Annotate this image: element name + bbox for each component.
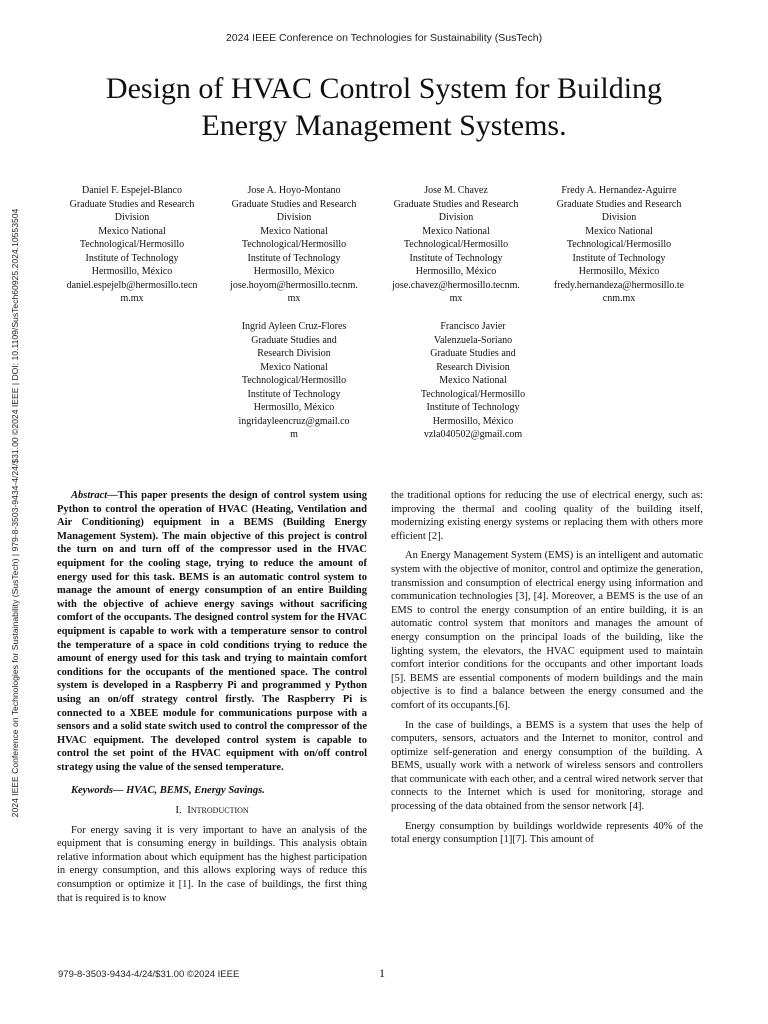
author-affiliation-line: Hermosillo, México <box>91 266 173 277</box>
section-number: I. <box>175 804 182 817</box>
author-affiliation-line: Hermosillo, México <box>253 402 335 413</box>
author-affiliation-line: Hermosillo, México <box>578 266 660 277</box>
author-affiliation-line: Mexico National <box>422 225 490 237</box>
copyright-footer: 979-8-3503-9434-4/24/$31.00 ©2024 IEEE <box>58 969 240 980</box>
author-affiliation-line: Institute of Technology <box>247 252 341 264</box>
abstract-text: —This paper presents the design of control system using Python to control the operation of HVAC (Heating, Ventilation and Air Conditioning) equipment in a BEMS (Building Energy Management System). The main objective of this project is control the turn on and turn off of the compressor used in the HVAC equipment for the cooling stage, trying to reduce the amount of energy used for this task. BEMS is an automatic control system to manage the amount of energy consumption of an entire Building with the objective of achieve energy savings without sacrificing comfort of the occupants. The designed control system for the HVAC equipment is capable to work with a temperature sensor to control the temperature of a space in cold conditions trying to reduce the amount of energy used for this task and trying to maintain comfort conditions for the occupants of the mentioned space. The control system is developed in a Raspberry Pi and programmed y Python using an on/off strategy control firstly. The Raspberry Pi is connected to a XBEE module for communications purpose with a sensors and a solid state switch used to control the compressor of the HVAC equipment. The developed control system is capable to control the set point of the HVAC equipment with on/off control strategy using the value of the sensed temperature. <box>57 490 367 773</box>
author-affiliation-line: Mexico National <box>439 375 507 386</box>
author-name: Jose A. Hoyo-Montano <box>247 185 341 196</box>
author-affiliation-line: ingridayleencruz@gmail.co <box>238 415 350 427</box>
author-affiliation-line: Mexico National <box>260 225 328 237</box>
author-affiliation-line: Institute of Technology <box>572 252 666 264</box>
author-block <box>52 184 212 306</box>
author-affiliation-line: mx <box>287 293 301 304</box>
title-line-1: Design of HVAC Control System for Building <box>105 72 663 105</box>
author-affiliation-line: Technological/Hermosillo <box>79 239 185 250</box>
intro-paragraph: For energy saving it is very important to have an analysis of the equipment that is consuming energy in buildings. This analysis obtain relative information about which equipment has the highest participation in energy consumption, and this allows exploring ways of reduce this consumption or optimize it [1]. In the case of buildings, the first thing that is required is to know <box>57 824 367 904</box>
author-affiliation-line: Research Division <box>436 361 510 373</box>
conference-header: 2024 IEEE Conference on Technologies for Sustainability (SusTech) <box>225 32 543 44</box>
author-affiliation-line: mx <box>449 293 463 304</box>
left-column <box>57 489 367 911</box>
author-affiliation-line: m <box>290 429 298 440</box>
author-affiliation-line: daniel.espejelb@hermosillo.tecn <box>66 279 198 291</box>
author-affiliation-line: vzla040502@gmail.com <box>423 429 523 440</box>
author-affiliation-line: Graduate Studies and <box>430 348 516 359</box>
body-paragraph: An Energy Management System (EMS) is an intelligent and automatic system with the objective of monitor, control and optimize the generation, transmission and consumption of electrical energy using information and communication technologies [3], [4]. Moreover, a BEMS is the use of an EMS to control the energy consumption of an entire building, it is an automatic control system that monitors and manages the amount of energy consumption on the principal loads of the building, like the lighting system, the elevators, the HVAC equipment used to maintain comfort interior conditions for the occupants and other important loads [5]. BEMS are essential components of modern buildings and the main objective is to find a balance between the energy consumed and the comfort of its occupants.[6]. <box>391 550 703 711</box>
author-block <box>214 184 374 306</box>
author-affiliation-line: jose.hoyom@hermosillo.tecnm. <box>230 279 358 291</box>
body-paragraph: Energy consumption by buildings worldwide represents 40% of the total energy consumption [1][7]. This amount of <box>391 820 703 846</box>
author-name: Fredy A. Hernandez-Aguirre <box>561 185 677 196</box>
author-affiliation-line: Mexico National <box>98 225 166 237</box>
author-affiliation-line: jose.chavez@hermosillo.tecnm. <box>392 279 520 291</box>
author-affiliation-line: Hermosillo, México <box>432 415 514 427</box>
author-block <box>393 320 553 442</box>
author-affiliation-line: Graduate Studies and Research <box>69 198 195 210</box>
author-affiliation-line: Graduate Studies and Research <box>231 198 357 210</box>
abstract <box>57 489 367 774</box>
author-name: Jose M. Chavez <box>424 185 488 196</box>
author-affiliation-line: Graduate Studies and Research <box>393 198 519 210</box>
right-column <box>391 489 703 853</box>
author-affiliation-line: Technological/Hermosillo <box>566 239 672 250</box>
author-affiliation-line: m.mx <box>120 293 144 304</box>
page-number: 1 <box>379 966 385 980</box>
author-affiliation-line: cnm.mx <box>602 293 636 304</box>
paper-title <box>60 70 708 144</box>
author-block <box>214 320 374 442</box>
author-affiliation-line: Graduate Studies and <box>251 334 337 346</box>
author-affiliation-line: Institute of Technology <box>85 252 179 264</box>
author-affiliation-line: Technological/Hermosillo <box>420 388 526 400</box>
doi-side-text: 2024 IEEE Conference on Technologies for Sustainability (SusTech) | 979-8-3503-9434-4/24/$31.00 ©2024 IEEE | DOI: 10.1109/SusTech60925.2024.10553504 <box>10 208 20 818</box>
author-affiliation-line: Division <box>601 212 637 223</box>
author-affiliation-line: Technological/Hermosillo <box>241 375 347 386</box>
author-affiliation-line: Institute of Technology <box>247 388 341 400</box>
author-affiliation-line: fredy.hernandeza@hermosillo.te <box>553 279 685 291</box>
author-name: Francisco Javier <box>440 321 506 332</box>
body-paragraph: the traditional options for reducing the use of electrical energy, such as: improving the thermal and cooling quality of the building itself, modernizing existing energy systems or replacing them with others more efficient [2]. <box>391 490 703 542</box>
author-affiliation-line: Research Division <box>257 348 331 359</box>
author-affiliation-line: Hermosillo, México <box>253 266 335 277</box>
author-affiliation-line: Mexico National <box>260 361 328 373</box>
author-affiliation-line: Institute of Technology <box>426 402 520 413</box>
author-block <box>538 184 700 306</box>
author-block <box>376 184 536 306</box>
author-affiliation-line: Mexico National <box>585 225 653 237</box>
author-name: Ingrid Ayleen Cruz-Flores <box>241 321 347 332</box>
author-affiliation-line: Graduate Studies and Research <box>556 198 682 210</box>
author-affiliation-line: Technological/Hermosillo <box>403 239 509 250</box>
author-affiliation-line: Division <box>114 212 150 223</box>
section-title: Introduction <box>187 804 249 817</box>
title-line-2: Energy Management Systems. <box>201 109 567 142</box>
section-heading <box>57 804 367 818</box>
author-affiliation-line: Valenzuela-Soriano <box>433 334 513 346</box>
author-affiliation-line: Division <box>276 212 312 223</box>
body-paragraph: In the case of buildings, a BEMS is a system that uses the help of computers, sensors, actuators and the Internet to monitor, control and optimize self-generation and energy consumption of the building. A BEMS, usually work with a network of wireless sensors and controllers that communicate with each other, and a central wired network server that connects to the Internet which is used for monitoring, storage and processing of the data obtained from the sensor network [4]. <box>391 719 703 813</box>
author-affiliation-line: Institute of Technology <box>409 252 503 264</box>
author-affiliation-line: Division <box>438 212 474 223</box>
abstract-label: Abstract <box>71 490 108 501</box>
author-affiliation-line: Hermosillo, México <box>415 266 497 277</box>
author-affiliation-line: Technological/Hermosillo <box>241 239 347 250</box>
keywords: Keywords— HVAC, BEMS, Energy Savings. <box>71 785 265 797</box>
author-name: Daniel F. Espejel-Blanco <box>81 185 182 196</box>
